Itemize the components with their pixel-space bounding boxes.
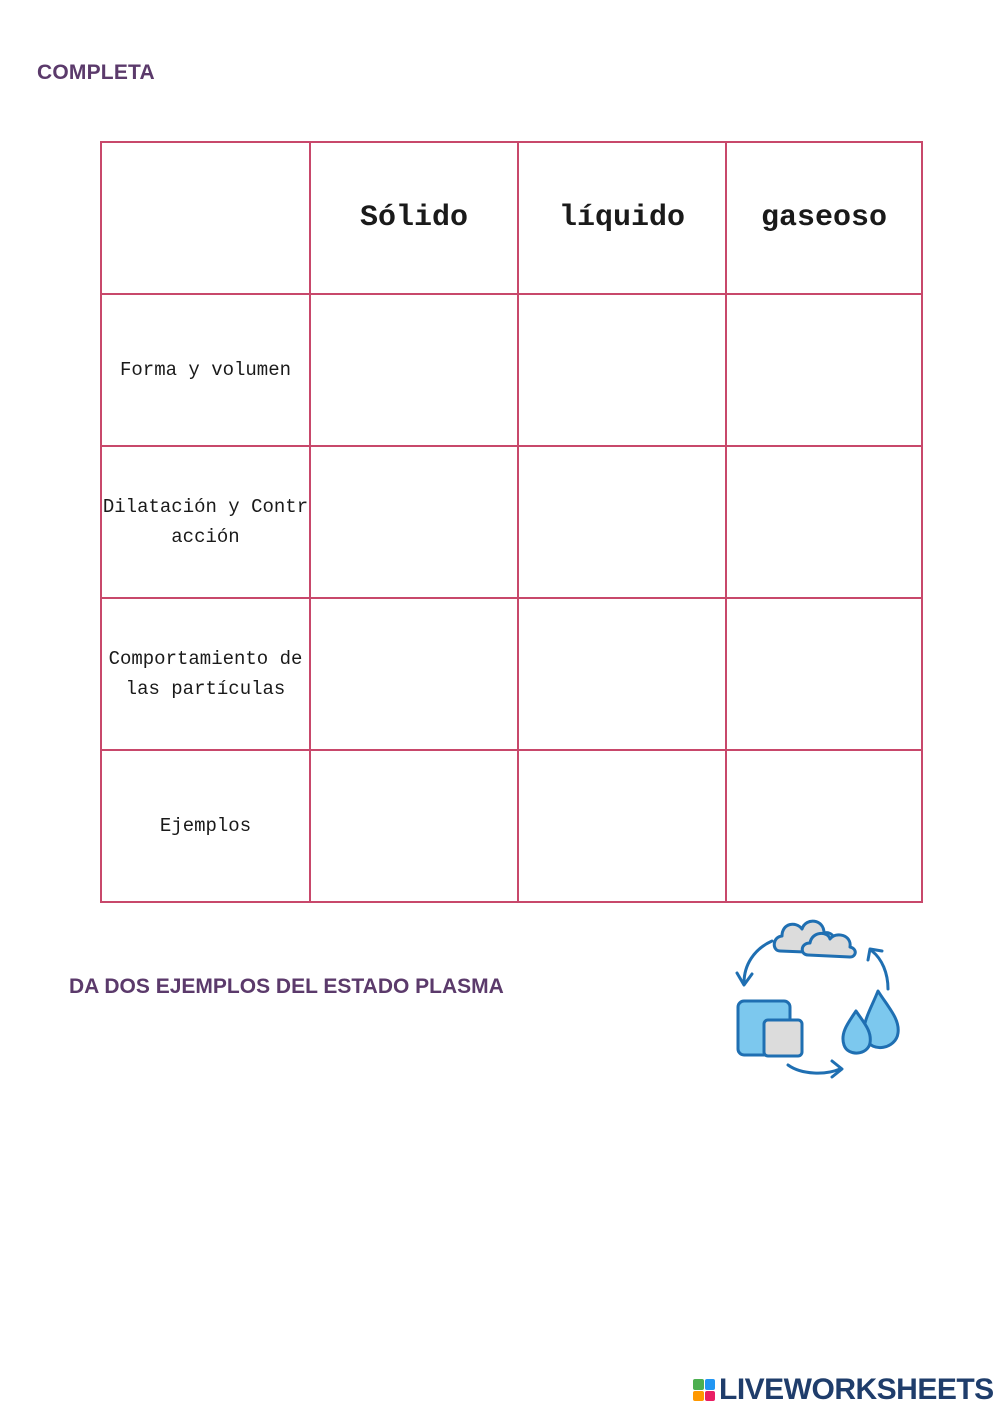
table-row — [101, 598, 922, 750]
answer-cell[interactable] — [518, 598, 726, 750]
header-liquido: líquido — [518, 142, 726, 294]
answer-cell[interactable] — [310, 750, 518, 902]
header-gaseoso: gaseoso — [726, 142, 922, 294]
answer-cell[interactable] — [726, 446, 922, 598]
answer-cell[interactable] — [310, 598, 518, 750]
liveworksheets-logo — [693, 1374, 994, 1406]
corner-cell — [101, 142, 310, 294]
states-of-matter-cycle-icon — [732, 903, 904, 1081]
header-row — [101, 142, 922, 294]
mark-square — [705, 1379, 716, 1390]
table-row — [101, 446, 922, 598]
row-label-comportamiento: Comportamiento de las partículas — [101, 598, 310, 750]
row-label-dilatacion: Dilatación y Contracción — [101, 446, 310, 598]
header-solido: Sólido — [310, 142, 518, 294]
liveworksheets-mark-icon — [693, 1379, 715, 1401]
mark-square — [705, 1391, 716, 1402]
answer-cell[interactable] — [726, 294, 922, 446]
answer-cell[interactable] — [310, 446, 518, 598]
answer-cell[interactable] — [726, 598, 922, 750]
cloud-icon — [774, 921, 855, 957]
states-of-matter-table — [100, 141, 923, 903]
plasma-question: DA DOS EJEMPLOS DEL ESTADO PLASMA — [69, 975, 504, 998]
row-label-forma-volumen: Forma y volumen — [101, 294, 310, 446]
mark-square — [693, 1391, 704, 1402]
table-row — [101, 750, 922, 902]
answer-cell[interactable] — [726, 750, 922, 902]
solid-block-icon — [738, 1001, 802, 1056]
answer-cell[interactable] — [518, 750, 726, 902]
arrow-icon — [872, 951, 888, 989]
answer-cell[interactable] — [310, 294, 518, 446]
answer-cell[interactable] — [518, 446, 726, 598]
table-row — [101, 294, 922, 446]
row-label-ejemplos: Ejemplos — [101, 750, 310, 902]
brand-name: LIVEWORKSHEETS — [719, 1373, 994, 1406]
arrow-icon — [788, 1065, 840, 1073]
mark-square — [693, 1379, 704, 1390]
worksheet-title: COMPLETA — [37, 61, 155, 84]
water-drop-icon — [843, 991, 898, 1053]
answer-cell[interactable] — [518, 294, 726, 446]
